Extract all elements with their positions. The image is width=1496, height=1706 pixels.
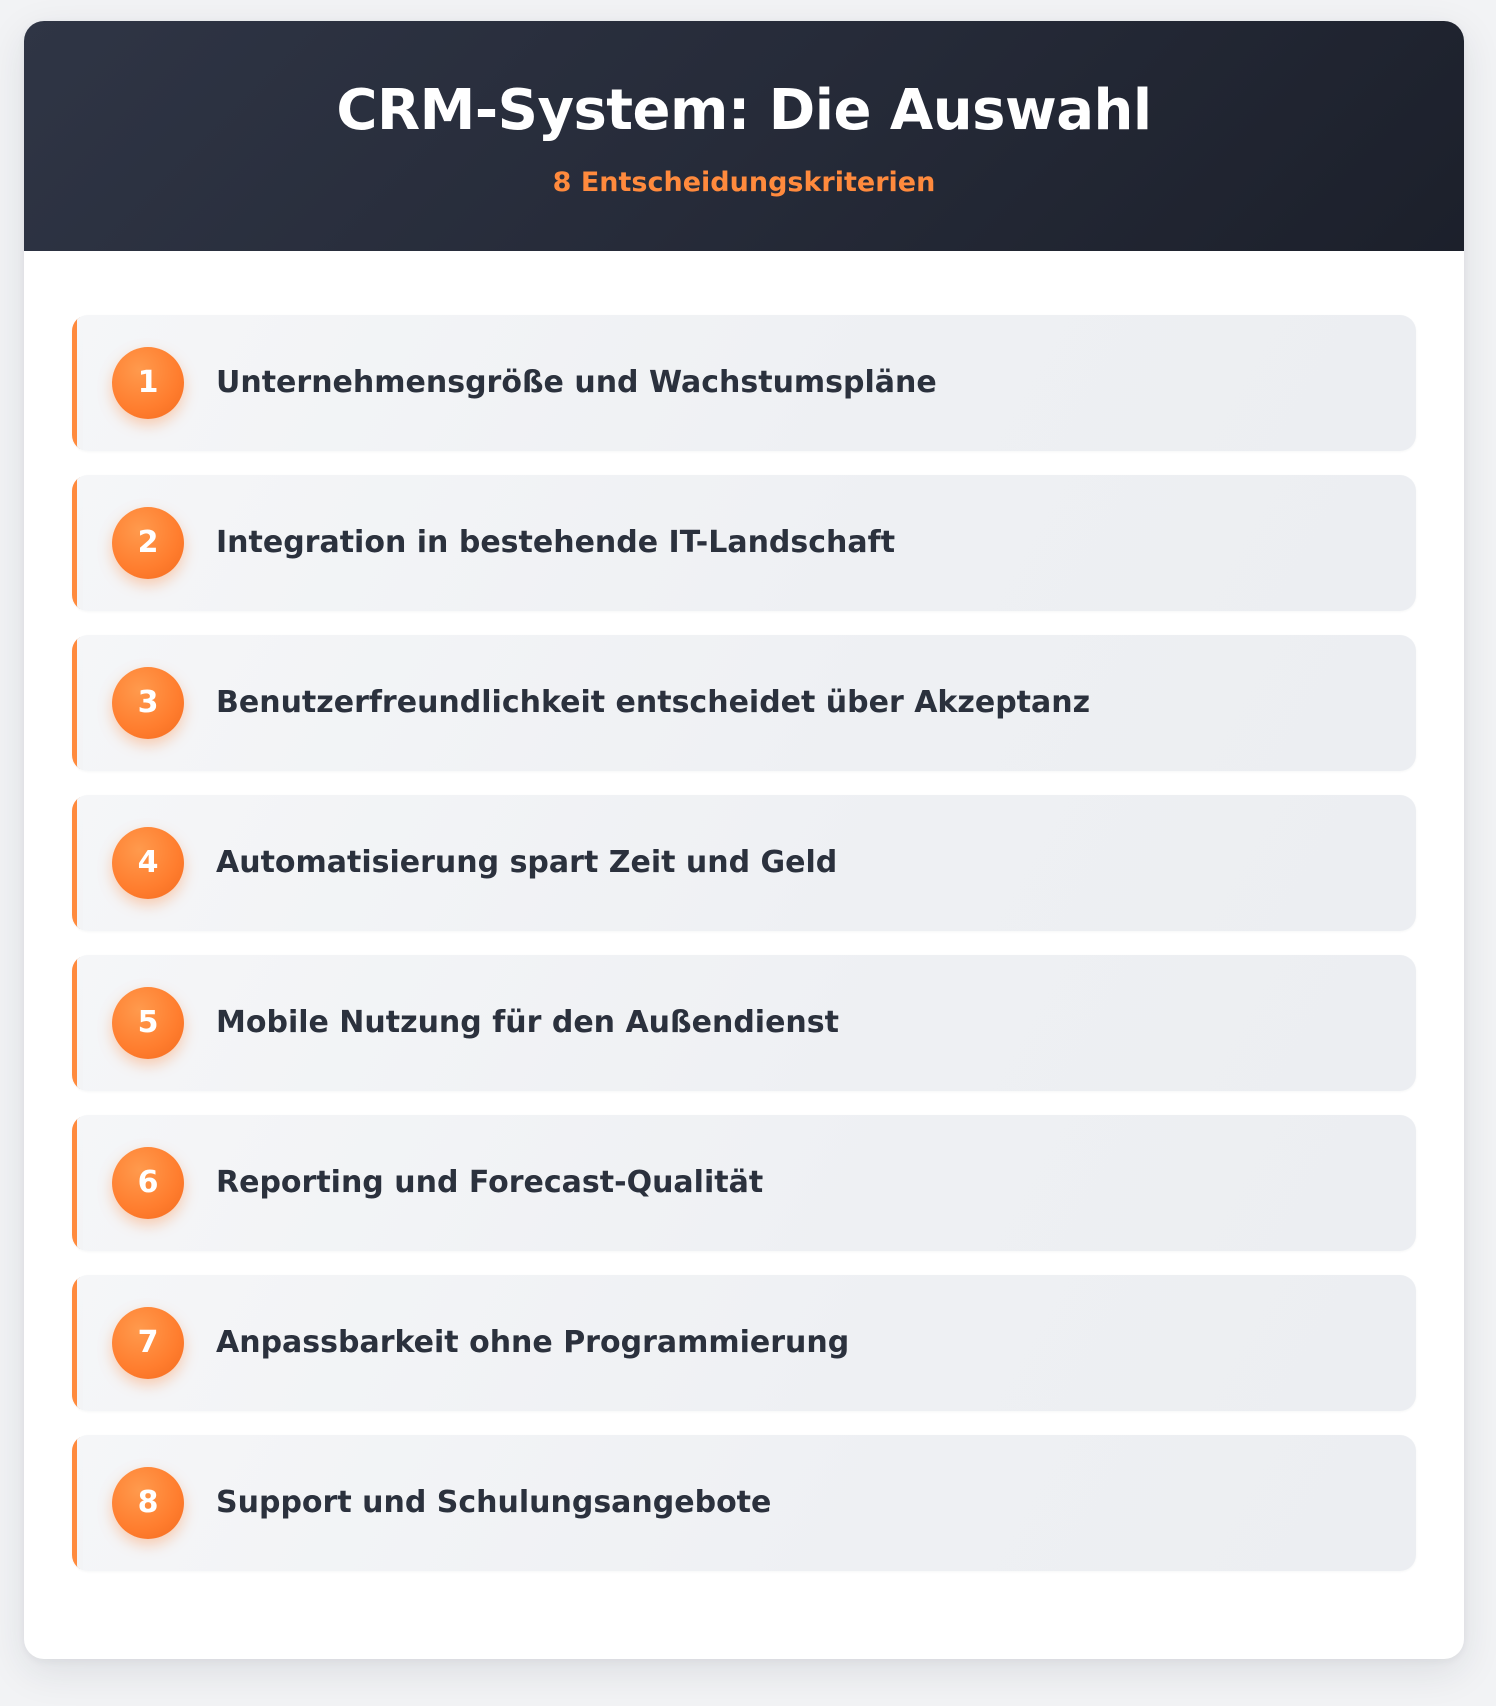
number-badge-value: 1	[137, 365, 159, 400]
number-badge	[112, 1307, 184, 1379]
number-badge	[112, 1147, 184, 1219]
number-badge-value: 7	[137, 1325, 159, 1360]
number-badge-value: 2	[137, 525, 159, 560]
number-badge	[112, 347, 184, 419]
page-title: CRM-System: Die Auswahl	[336, 78, 1152, 143]
criterion-item	[72, 635, 1416, 771]
criterion-label: Integration in bestehende IT-Landschaft	[216, 525, 896, 560]
criterion-label: Mobile Nutzung für den Außendienst	[216, 1005, 839, 1040]
criterion-label: Anpassbarkeit ohne Programmierung	[216, 1325, 850, 1360]
number-badge	[112, 1467, 184, 1539]
criterion-item	[72, 475, 1416, 611]
header	[24, 21, 1464, 251]
criterion-label: Benutzerfreundlichkeit entscheidet über Akzeptanz	[216, 685, 1091, 720]
criterion-label: Unternehmensgröße und Wachstumspläne	[216, 365, 937, 400]
criterion-item	[72, 1275, 1416, 1411]
number-badge-value: 5	[137, 1005, 159, 1040]
infographic-card	[24, 21, 1464, 1659]
criterion-label: Support und Schulungsangebote	[216, 1485, 772, 1520]
criteria-list	[72, 315, 1416, 1595]
criterion-item	[72, 315, 1416, 451]
criterion-item	[72, 795, 1416, 931]
criterion-label: Reporting und Forecast-Qualität	[216, 1165, 764, 1200]
number-badge-value: 6	[137, 1165, 159, 1200]
number-badge-value: 3	[137, 685, 159, 720]
number-badge	[112, 827, 184, 899]
criterion-label: Automatisierung spart Zeit und Geld	[216, 845, 838, 880]
number-badge-value: 8	[137, 1485, 159, 1520]
number-badge	[112, 667, 184, 739]
number-badge	[112, 987, 184, 1059]
criterion-item	[72, 1115, 1416, 1251]
criterion-item	[72, 955, 1416, 1091]
number-badge-value: 4	[137, 845, 159, 880]
page-subtitle: 8 Entscheidungskriterien	[552, 167, 936, 198]
criterion-item	[72, 1435, 1416, 1571]
number-badge	[112, 507, 184, 579]
